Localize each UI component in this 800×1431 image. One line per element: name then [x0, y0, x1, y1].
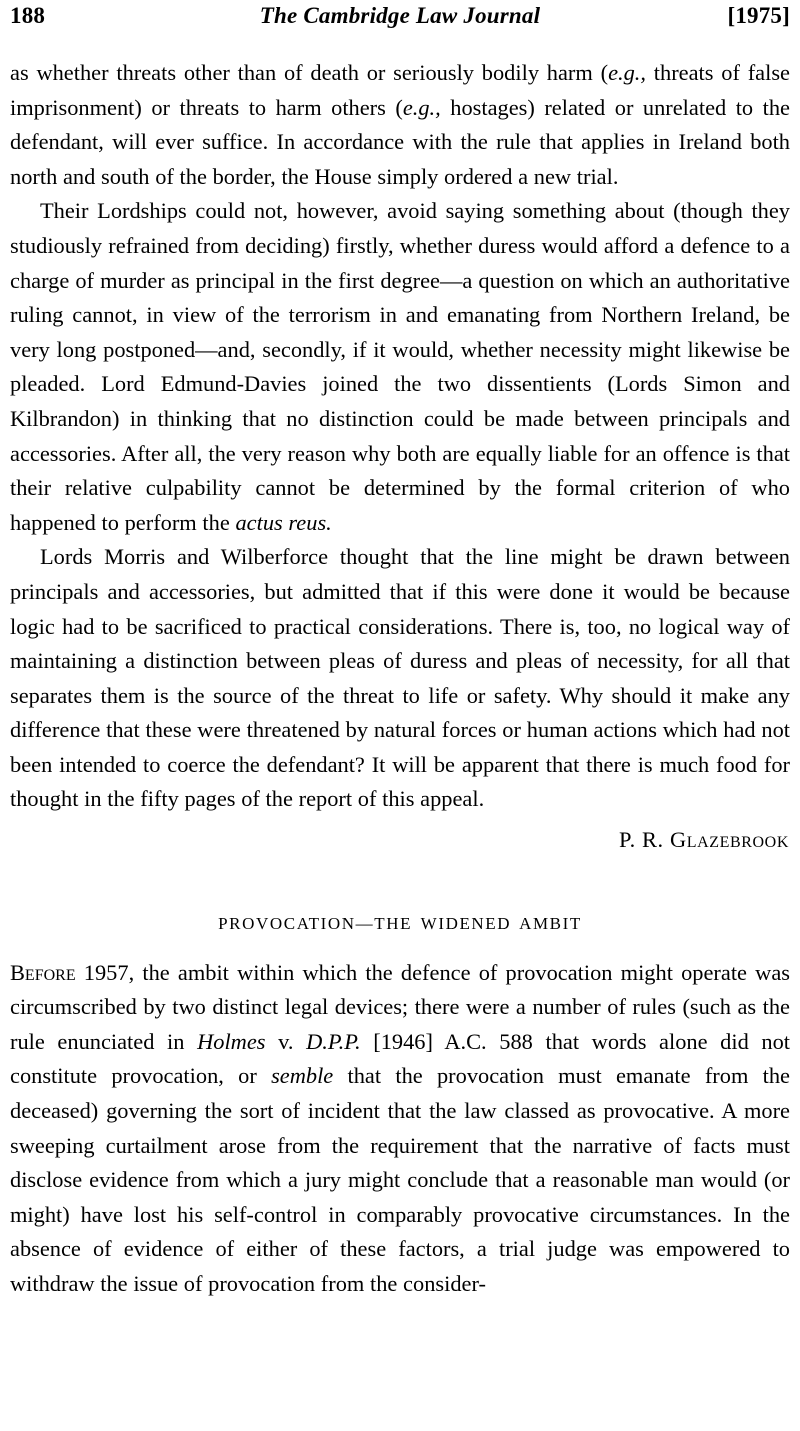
small-caps-run: Before	[10, 959, 76, 985]
italic-run: Holmes	[197, 1028, 266, 1054]
text-run: [1946] A.C. 588 that words alone did not constitute provocation, or	[10, 1028, 790, 1089]
italic-run: e.g.,	[608, 60, 646, 85]
text-run: that the provocation must emanate from the deceased) governing the sort of incident that the law classed as provocative. A more sweeping curtailment arose from the requirement that the narrative of facts must disclose evidence from which a jury might conclude that a reasonable man would (or might) have lost his self-control in comparably provocative circumstances. In the absence of evidence of either of these factors, a trial judge was empowered to withdraw the issue of provocation from the consider-	[10, 1063, 790, 1296]
author-signature	[10, 817, 790, 858]
paragraph	[10, 540, 790, 817]
page-number: 188	[10, 3, 46, 28]
author-initials: P. R.	[619, 827, 670, 853]
author-surname: Glazebrook	[669, 827, 789, 853]
text-run: Lords Morris and Wilberforce thought that the line might be drawn between principals and accessories, but admitted that if this were done it would be because logic had to be sacrificed to practical considerations. There is, too, no logical way of maintaining a distinction between pleas of duress and pleas of necessity, for all that separates them is the source of the threat to life or safety. Why should it make any difference that these were threatened by natural forces or human actions which had not been intended to coerce the defendant? It will be apparent that there is much food for thought in the fifty pages of the report of this appeal.	[10, 544, 790, 812]
italic-run: D.P.P.	[306, 1028, 361, 1054]
article-body-first	[10, 50, 790, 817]
text-run: threats of false imprisonment) or threats to harm others (	[10, 60, 790, 120]
section-heading: PROVOCATION—THE WIDENED AMBIT	[218, 913, 582, 933]
text-run: hostages) related or unrelated to the defendant, will ever suffice. In accordance with the rule that applies in Ireland both north and south of the border, the House simply ordered a new trial.	[10, 94, 790, 189]
italic-run: e.g.,	[402, 94, 441, 120]
italic-run: semble	[271, 1063, 334, 1089]
paragraph	[10, 194, 790, 540]
journal-title: The Cambridge Law Journal	[259, 3, 541, 28]
text-run: 1957, the ambit within which the defence of provocation might operate was circumscribed by two distinct legal devices; there were a number of rules (such as the rule enunciated in	[10, 959, 790, 1054]
text-run: v.	[265, 1028, 307, 1054]
paragraph	[10, 956, 790, 1302]
paragraph	[10, 56, 790, 194]
italic-run: actus reus.	[235, 509, 332, 535]
text-run: as whether threats other than of death or seriously bodily harm (	[10, 60, 609, 85]
running-head	[10, 0, 790, 50]
issue-year: [1975]	[727, 3, 790, 28]
text-run: Their Lordships could not, however, avoid saying something about (though they studiously refrained from deciding) firstly, whether duress would afford a defence to a charge of murder as principal in the first degree—a question on which an authoritative ruling cannot, in view of the terrorism in and emanating from Northern Ireland, be very long postponed—and, secondly, if it would, whether necessity might likewise be pleaded. Lord Edmund-Davies joined the two dissentients (Lords Simon and Kilbrandon) in thinking that no distinction could be made between principals and accessories. After all, the very reason why both are equally liable for an offence is that their relative culpability cannot be determined by the formal criterion of who happened to perform the	[10, 198, 790, 535]
article-body-second	[10, 956, 790, 1302]
